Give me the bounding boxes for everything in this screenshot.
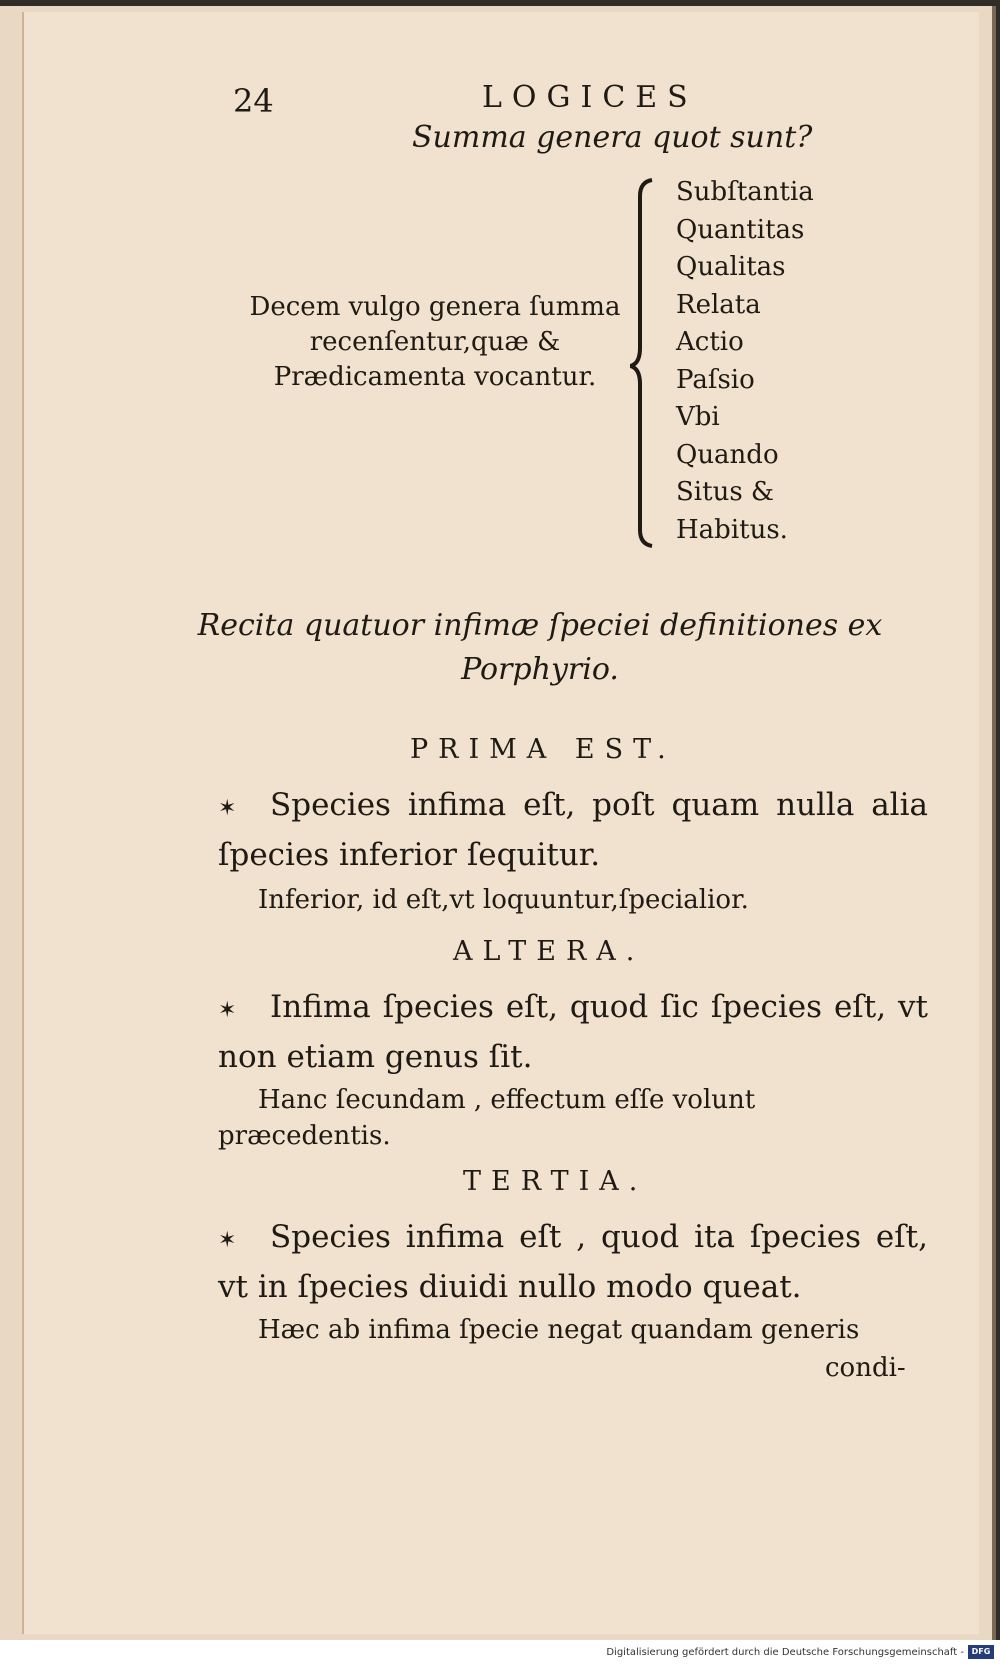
definition-text-3 <box>218 1214 928 1310</box>
dfg-logo: DFG <box>968 1645 994 1659</box>
category-item: Relata <box>676 289 761 320</box>
asterisk-icon: ✶ <box>218 796 237 821</box>
definition-text-1 <box>218 782 928 878</box>
definition-note-2: Hanc ſecundam , effectum eſſe volunt præcedentis. <box>218 1085 756 1151</box>
asterisk-icon: ✶ <box>218 1228 237 1253</box>
definition-note-1: Inferior, id eſt,vt loquuntur,ſpecialior. <box>258 885 749 915</box>
question-heading: Summa genera quot sunt? <box>412 120 813 155</box>
category-item: Qualitas <box>676 252 786 282</box>
catchword: condi- <box>825 1353 906 1383</box>
categories-list <box>676 174 814 549</box>
category-item: Situs & <box>676 477 775 507</box>
category-item: Subſtantia <box>676 177 814 207</box>
definition-body: Species infima eſt, poſt quam nulla alia ſpecies inferior ſequitur. <box>218 787 928 873</box>
page-number: 24 <box>233 82 274 120</box>
category-item: Actio <box>676 327 744 357</box>
footer-credit: Digitalisierung gefördert durch die Deutsche Forschungsgemeinschaft - <box>606 1647 964 1658</box>
definition-heading-3: TERTIA. <box>463 1166 648 1197</box>
category-item: Habitus. <box>676 514 788 545</box>
definition-body: Species infima eſt , quod ita ſpecies eſt, vt in ſpecies diuidi nullo modo queat. <box>218 1219 928 1305</box>
category-item: Vbi <box>676 402 720 432</box>
running-head: LOGICES <box>482 80 698 115</box>
definition-heading-2: ALTERA. <box>453 936 645 967</box>
definition-body: Infima ſpecies eſt, quod ſic ſpecies eſt, vt non etiam genus ſit. <box>218 989 928 1075</box>
asterisk-icon: ✶ <box>218 998 237 1023</box>
section-question: Recita quatuor infimæ ſpeciei definitiones ex Porphyrio. <box>197 608 883 687</box>
categories-description: Decem vulgo genera ſumma recenſentur,quæ & Prædicamenta vocantur. <box>249 292 621 392</box>
definition-note-3: Hæc ab infima ſpecie negat quandam generis <box>258 1315 860 1345</box>
category-item: Quantitas <box>676 214 805 245</box>
footer-bar <box>0 1640 1000 1666</box>
curly-brace <box>630 178 664 548</box>
definition-heading-1: PRIMA EST. <box>410 734 676 765</box>
category-item: Paſsio <box>676 364 755 395</box>
category-item: Quando <box>676 439 779 470</box>
book-page <box>0 6 996 1640</box>
definition-text-2 <box>218 984 928 1080</box>
